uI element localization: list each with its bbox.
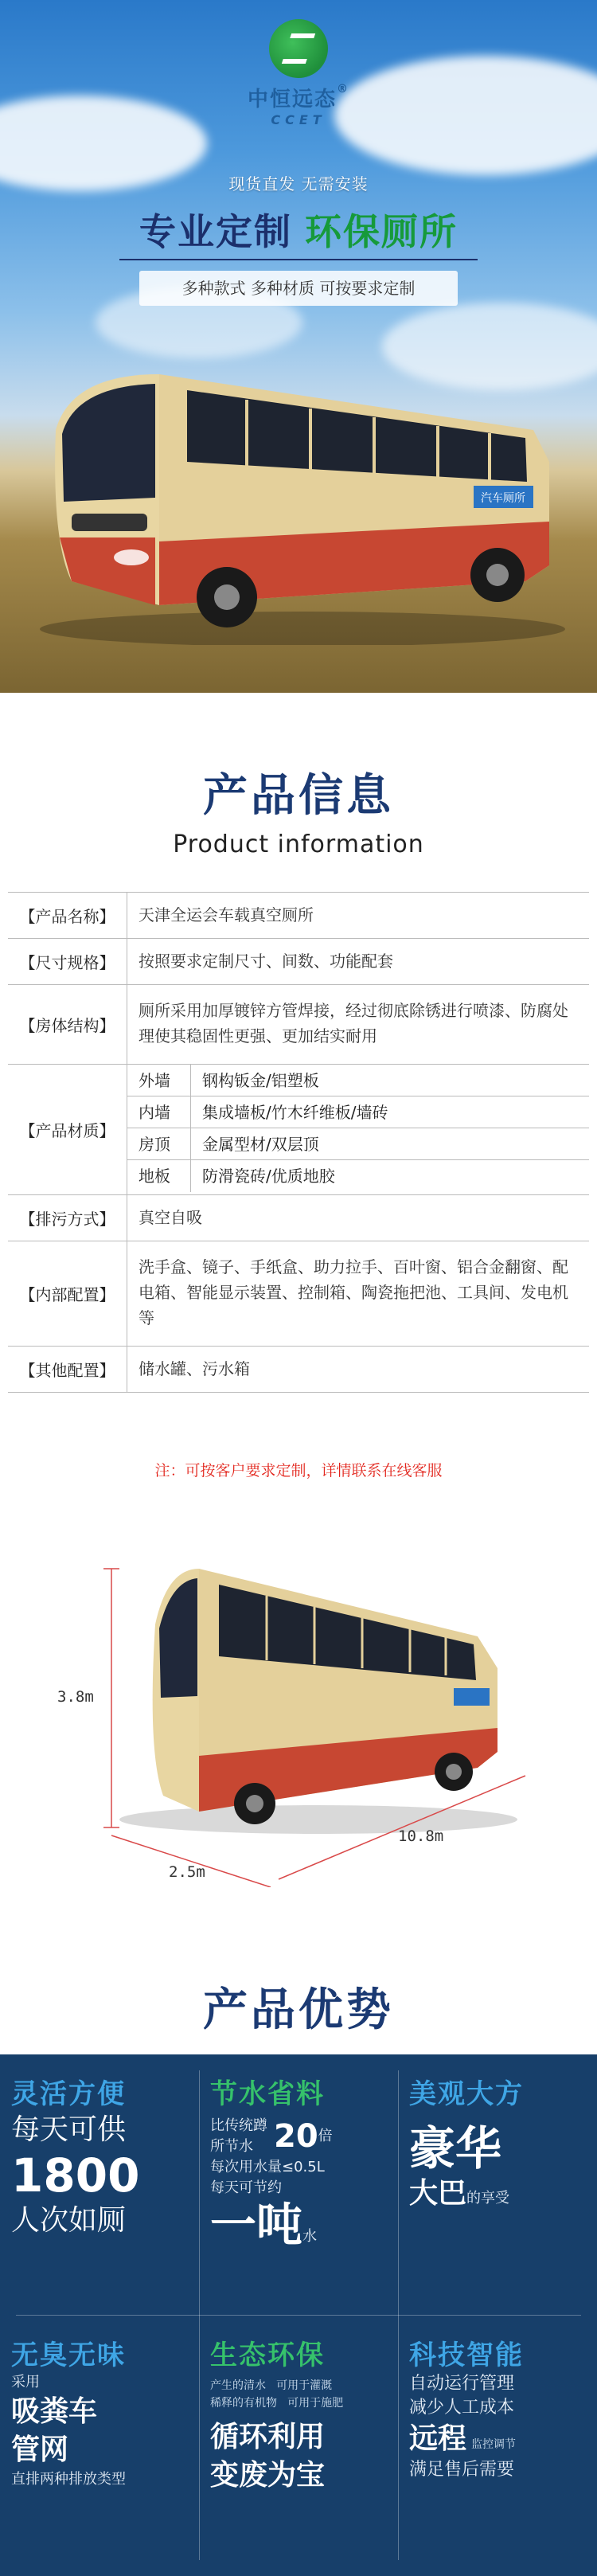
bus-sign-text: 汽车厕所 xyxy=(481,492,525,505)
material-key: 内墙 xyxy=(127,1096,191,1128)
advantage-text: 满足售后需要 xyxy=(409,2460,515,2480)
bus-hero-image xyxy=(40,342,565,645)
material-value: 金属型材/双层顶 xyxy=(202,1135,319,1154)
material-row xyxy=(127,1096,589,1128)
row-value: 厕所采用加厚镀锌方管焊接，经过彻底除锈进行喷漆、防腐处理使其稳固性更强、更加结实耐用 xyxy=(139,1001,568,1046)
advantage-appearance xyxy=(398,2054,597,2315)
hero-banner xyxy=(0,0,597,693)
table-row xyxy=(8,939,589,985)
brand-name-en: CCET xyxy=(271,112,326,127)
advantage-text: 每天可节约 xyxy=(210,2179,282,2196)
advantage-number: 20 xyxy=(274,2118,318,2155)
advantage-text: 监控调节 xyxy=(471,2438,517,2451)
advantage-text: 直排两种排放类型 xyxy=(11,2471,126,2488)
advantage-unit: 水 xyxy=(302,2228,318,2245)
advantage-big-text: 管网 xyxy=(11,2433,69,2466)
material-subtable xyxy=(127,1065,589,1194)
row-label: 【产品名称】 xyxy=(8,893,127,938)
row-label: 【产品材质】 xyxy=(8,1065,127,1194)
product-info-title: 产品信息 xyxy=(203,770,394,822)
table-row xyxy=(8,1065,589,1195)
advantage-text: 比传统蹲 xyxy=(210,2117,267,2134)
advantage-heading: 生态环保 xyxy=(210,2340,325,2371)
material-row xyxy=(127,1065,589,1096)
length-label: 10.8m xyxy=(398,1827,444,1845)
spec-table xyxy=(8,892,589,1393)
dimension-figure xyxy=(0,1513,597,1887)
row-label: 【其他配置】 xyxy=(8,1347,127,1392)
table-row xyxy=(8,1195,589,1241)
row-value: 按照要求定制尺寸、间数、功能配套 xyxy=(139,952,393,971)
advantage-heading: 无臭无味 xyxy=(11,2340,126,2371)
advantage-text: 减少人工成本 xyxy=(409,2398,515,2418)
advantage-text: 可用于施肥 xyxy=(287,2397,344,2410)
advantage-text: 每次用水量≤0.5L xyxy=(210,2159,325,2175)
height-label: 3.8m xyxy=(57,1688,94,1706)
product-info-title-en: Product information xyxy=(173,831,424,858)
advantage-heading: 灵活方便 xyxy=(11,2078,126,2110)
advantage-number: 1800 xyxy=(11,2148,140,2203)
row-value: 真空自吸 xyxy=(139,1208,202,1227)
hero-title-part1: 专业定制 xyxy=(139,210,292,253)
row-value: 储水罐、污水箱 xyxy=(139,1359,250,1378)
row-label: 【排污方式】 xyxy=(8,1195,127,1241)
logo-mark-icon xyxy=(269,19,328,78)
hero-tagline: 现货直发 无需安装 xyxy=(228,174,369,193)
advantage-text: 所节水 xyxy=(210,2138,253,2155)
advantage-text: 可用于灌溉 xyxy=(276,2379,333,2392)
advantage-big-text: 豪华 xyxy=(409,2121,502,2175)
material-key: 地板 xyxy=(127,1160,191,1192)
hero-subtitle: 多种款式 多种材质 可按要求定制 xyxy=(139,271,458,306)
material-value: 集成墙板/竹木纤维板/墙砖 xyxy=(202,1103,388,1122)
advantages-title: 产品优势 xyxy=(203,1984,394,2036)
advantage-text: 稀释的有机物 xyxy=(210,2397,277,2410)
material-row xyxy=(127,1128,589,1160)
advantage-big-text: 一吨 xyxy=(210,2198,303,2252)
table-row xyxy=(8,1347,589,1393)
table-row xyxy=(8,893,589,939)
advantage-text: 的享受 xyxy=(466,2190,510,2207)
hero-title-part2: 环保厕所 xyxy=(305,210,458,253)
table-row xyxy=(8,985,589,1065)
row-value: 天津全运会车载真空厕所 xyxy=(139,905,314,924)
advantage-text: 采用 xyxy=(11,2374,40,2390)
advantage-big-text: 循环利用 xyxy=(210,2421,326,2453)
material-row xyxy=(127,1160,589,1192)
customization-note: 注：可按客户要求定制，详情联系在线客服 xyxy=(154,1462,443,1480)
hero-divider xyxy=(119,259,478,260)
advantages-panel xyxy=(0,2054,597,2576)
row-label: 【尺寸规格】 xyxy=(8,939,127,984)
material-value: 钢构钣金/铝塑板 xyxy=(202,1071,319,1090)
row-value: 洗手盒、镜子、手纸盒、助力拉手、百叶窗、铝合金翻窗、配电箱、智能显示装置、控制箱、陶瓷拖把池、工具间、发电机等 xyxy=(139,1257,568,1327)
hero-title xyxy=(0,203,597,256)
row-label: 【内部配置】 xyxy=(8,1241,127,1346)
material-key: 外墙 xyxy=(127,1065,191,1096)
brand-name: 中恒远态 xyxy=(247,88,337,111)
advantage-smart xyxy=(398,2316,597,2576)
advantage-big-text: 变废为宝 xyxy=(210,2459,326,2492)
advantage-odorless xyxy=(0,2316,199,2576)
advantage-eco xyxy=(199,2316,398,2576)
advantage-text: 每天可供 xyxy=(11,2113,127,2146)
advantage-heading: 节水省料 xyxy=(210,2078,325,2110)
advantage-flexible xyxy=(0,2054,199,2315)
material-key: 房顶 xyxy=(127,1128,191,1159)
advantage-text: 人次如厕 xyxy=(11,2204,127,2237)
brand-logo xyxy=(219,19,378,127)
product-info-heading xyxy=(0,760,597,858)
advantage-text: 自动运行管理 xyxy=(409,2374,515,2394)
advantage-big-text: 吸粪车 xyxy=(11,2395,98,2428)
advantage-big-text: 远程 xyxy=(409,2422,467,2455)
advantage-text: 产生的清水 xyxy=(210,2379,266,2392)
advantage-water-saving xyxy=(199,2054,398,2315)
advantage-big-text: 大巴 xyxy=(409,2177,467,2210)
material-value: 防滑瓷砖/优质地胶 xyxy=(202,1167,335,1186)
registered-mark: ® xyxy=(337,83,349,96)
width-label: 2.5m xyxy=(169,1863,205,1881)
advantage-heading: 美观大方 xyxy=(409,2078,524,2110)
advantage-heading: 科技智能 xyxy=(409,2340,524,2371)
advantages-heading xyxy=(0,1975,597,2039)
row-label: 【房体结构】 xyxy=(8,985,127,1064)
advantage-unit: 倍 xyxy=(318,2128,333,2144)
table-row xyxy=(8,1241,589,1347)
